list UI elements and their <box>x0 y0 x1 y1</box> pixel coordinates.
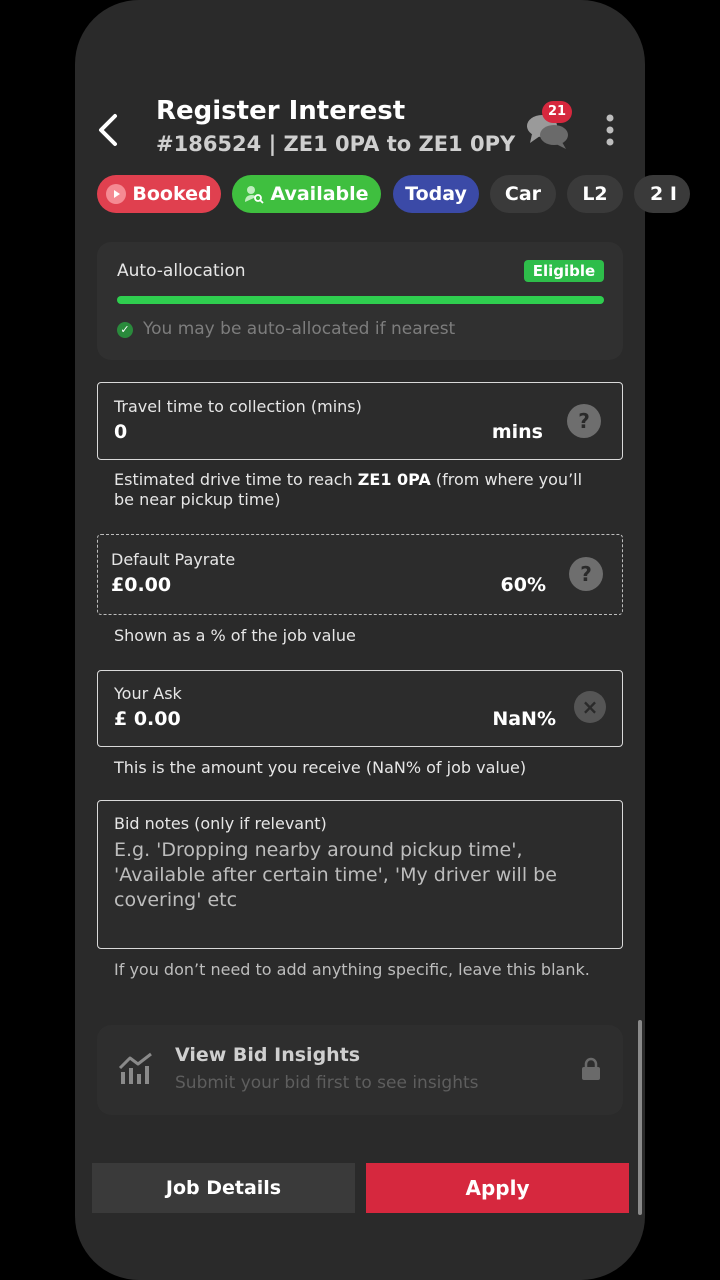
back-icon[interactable] <box>95 112 125 148</box>
chip-label: L2 <box>582 183 608 205</box>
chip-label: Available <box>270 183 369 205</box>
hint-text-end: (from where you’ll be near pickup time) <box>114 470 583 509</box>
hint-postcode: ZE1 0PA <box>357 470 431 489</box>
insights-subtitle: Submit your bid first to see insights <box>175 1073 479 1093</box>
play-icon <box>106 184 126 204</box>
progress-fill <box>117 296 604 304</box>
chip-2[interactable] <box>634 175 690 213</box>
auto-allocation-note: You may be auto-allocated if nearest <box>143 319 456 339</box>
chat-count-badge: 21 <box>542 101 572 123</box>
hint-text: Estimated drive time to reach <box>114 470 358 489</box>
chip-label: 2 I <box>650 183 677 205</box>
payrate-hint: Shown as a % of the job value <box>114 626 356 645</box>
ask-input[interactable]: £ 0.00 <box>114 708 181 730</box>
travel-time-field[interactable] <box>97 382 623 460</box>
bid-notes-label: Bid notes (only if relevant) <box>114 814 327 833</box>
person-search-icon <box>244 184 264 204</box>
ask-hint: This is the amount you receive (NaN% of job value) <box>114 758 527 777</box>
chip-l2[interactable] <box>567 175 623 213</box>
ask-label: Your Ask <box>114 684 182 703</box>
page-title: Register Interest <box>156 96 406 126</box>
bid-insights-card[interactable] <box>97 1025 623 1115</box>
check-icon: ✓ <box>117 322 133 338</box>
job-details-button[interactable]: Job Details <box>92 1163 355 1213</box>
scrollbar[interactable] <box>638 1020 642 1215</box>
lock-icon <box>581 1057 601 1085</box>
ask-percent: NaN% <box>492 708 556 730</box>
bid-notes-input[interactable]: E.g. 'Dropping nearby around pickup time', 'Available after certain time', 'My driver will be covering' etc <box>114 839 557 911</box>
payrate-label: Default Payrate <box>111 550 236 569</box>
job-tags-row <box>97 175 677 213</box>
job-subtitle: #186524 | ZE1 0PA to ZE1 0PY <box>156 132 516 156</box>
chip-label: Today <box>405 183 467 205</box>
travel-time-hint <box>114 470 604 510</box>
auto-allocation-progress <box>117 296 604 304</box>
clear-icon[interactable]: × <box>574 691 606 723</box>
apply-button[interactable]: Apply <box>366 1163 629 1213</box>
chip-booked[interactable] <box>97 175 221 213</box>
travel-time-label: Travel time to collection (mins) <box>114 397 362 416</box>
bid-notes-hint: If you don’t need to add anything specific, leave this blank. <box>114 960 590 979</box>
help-icon[interactable]: ? <box>569 557 603 591</box>
more-options-icon[interactable] <box>604 114 616 146</box>
payrate-value: £0.00 <box>111 574 172 596</box>
chip-today[interactable] <box>393 175 479 213</box>
eligible-badge: Eligible <box>524 260 604 282</box>
insights-title: View Bid Insights <box>175 1044 361 1066</box>
chip-car[interactable] <box>490 175 556 213</box>
help-icon[interactable]: ? <box>567 404 601 438</box>
payrate-percent: 60% <box>500 574 546 596</box>
travel-time-input[interactable]: 0 <box>114 421 128 443</box>
chip-label: Car <box>504 183 542 205</box>
auto-allocation-label: Auto-allocation <box>117 261 246 281</box>
chip-available[interactable] <box>232 175 381 213</box>
travel-time-suffix: mins <box>491 421 543 443</box>
chip-label: Booked <box>132 183 212 205</box>
chart-icon <box>118 1052 154 1090</box>
